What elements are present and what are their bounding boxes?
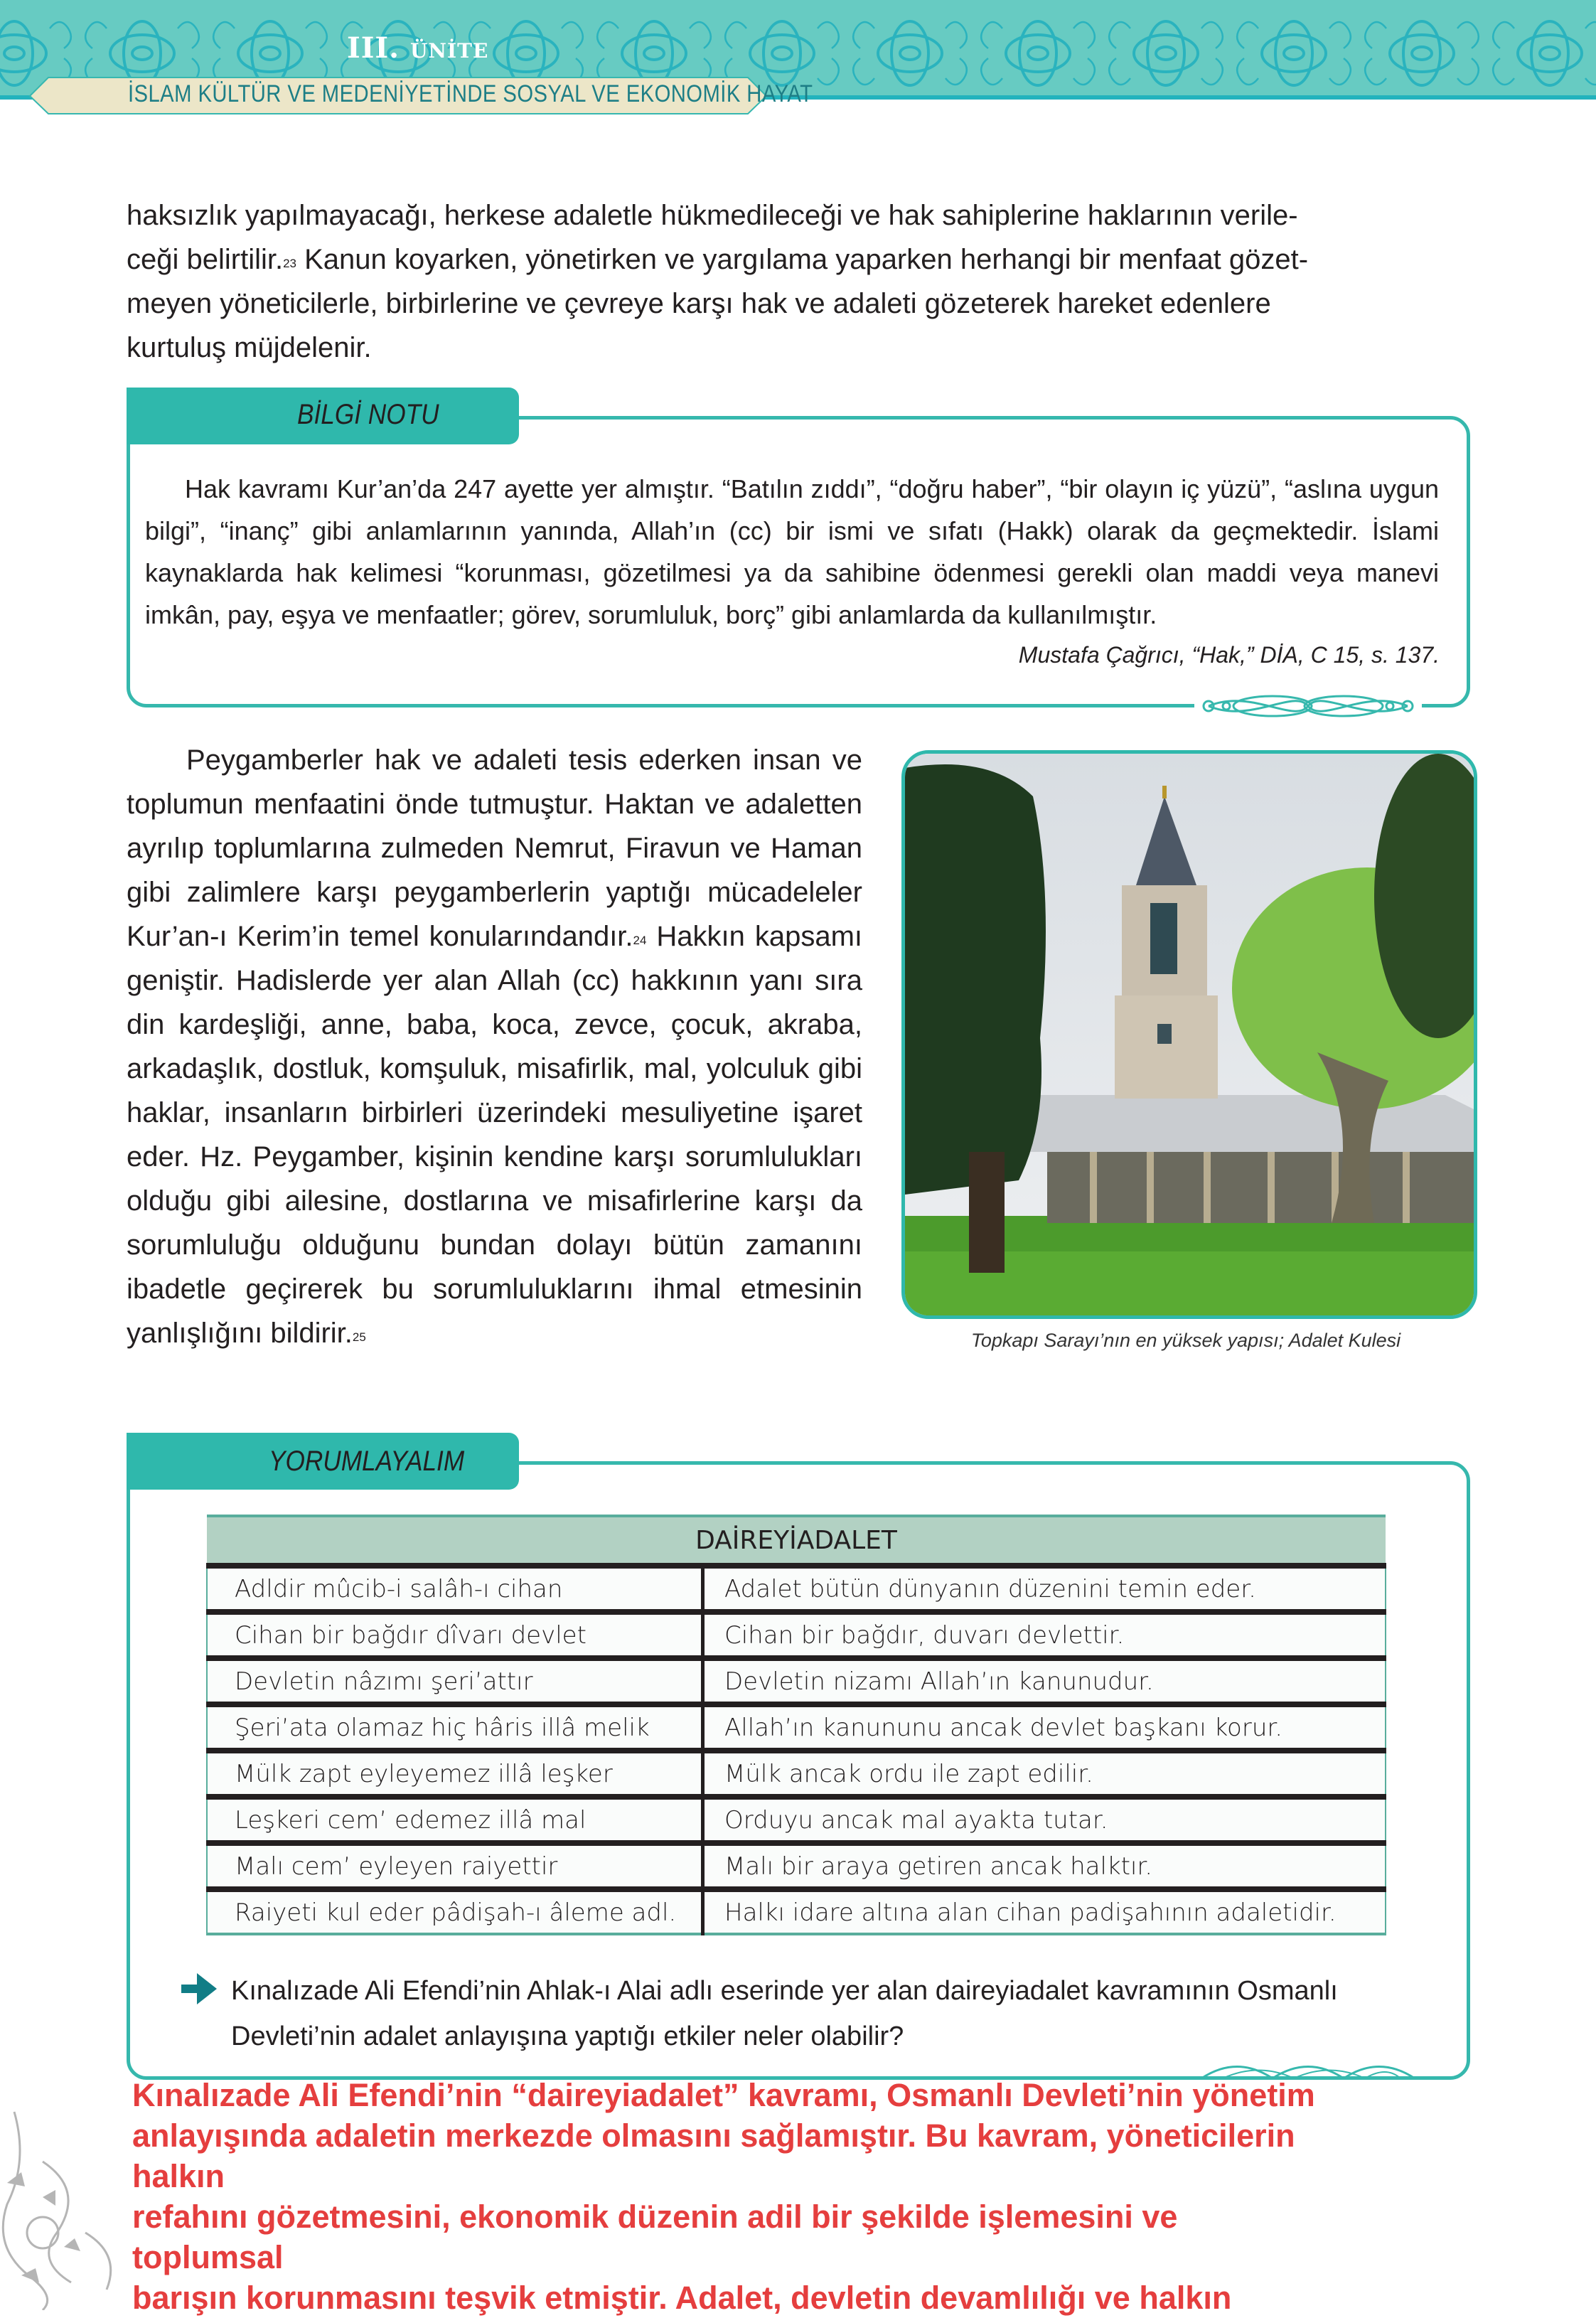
modern-translation: Devletin nizamı Allah’ın kanunudur. (703, 1658, 1386, 1704)
answer-line: Kınalızade Ali Efendi’nin “daireyiadalet” kavramı, Osmanlı Devleti’nin yönetim (132, 2077, 1315, 2113)
info-note-title: BİLGİ NOTU (297, 399, 439, 430)
adalet-kulesi-photo (901, 750, 1477, 1319)
table-row (207, 1889, 1386, 1934)
footnote-ref[interactable]: 25 (352, 1330, 366, 1344)
answer-line: refahını gözetmesini, ekonomik düzenin adil bir şekilde işlemesini ve (132, 2199, 1178, 2235)
photo-caption: Topkapı Sarayı’nın en yüksek yapısı; Adalet Kulesi (970, 1330, 1401, 1351)
answer-line: barışın korunmasını teşvik etmiştir. Adalet, devletin devamlılığı ve halkın (132, 2280, 1232, 2316)
info-note-text: Hak kavramı Kur’an’da 247 ayette yer almıştır. “Batılın zıddı”, “doğru haber”, “bir olayın iç yüzü”, “aslına uygun bilgi”, “inanç” gibi anlamlarının yanında, Allah’ın (cc) bir ismi ve sıfatı (Hakk) olarak da geçmektedir. İslami kaynaklarda hak kelimesi “korunması, gözetilmesi ya da sahibine ödenmesi gerekli olan maddi veya manevi imkân, pay, eşya ve menfaatler; görev, sorumluluk, borç” gibi anlamlarda da kullanılmıştır. (145, 474, 1439, 629)
footnote-ref[interactable]: 23 (283, 257, 296, 270)
answer-line: halkın (132, 2158, 225, 2194)
modern-translation: Malı bir araya getiren ancak halktır. (703, 1843, 1386, 1889)
info-note-tab (127, 388, 519, 444)
corner-ornament-icon (0, 2105, 128, 2310)
main-text: Peygamberler hak ve adaleti tesis ederken insan ve toplumun menfaatini önde tutmuştur. Haktan ve adaletten ayrılıp toplumlarına zulmeden Nemrut, Firavun ve Haman gibi zalimlere karşı peygamberlerin yaptığı mücadeleler Kur’an-ı Kerim’in temel konularındandır. (127, 744, 862, 952)
arrow-right-icon (181, 1973, 217, 2004)
modern-translation: Adalet bütün dünyanın düzenini temin eder. (703, 1566, 1386, 1612)
answer-overlay-text (132, 2075, 1483, 2318)
answer-line: toplumsal (132, 2239, 284, 2275)
answer-line: anlayışında adaletin merkezde olmasını sağlamıştır. Bu kavram, yöneticilerin (132, 2117, 1295, 2154)
table-row (207, 1843, 1386, 1889)
interpret-tab (127, 1433, 519, 1490)
interpret-title: YORUMLAYALIM (269, 1446, 465, 1477)
ottoman-verse: Adldir mûcib-i salâh-ı cihan (207, 1566, 703, 1612)
intro-line: meyen yöneticilerle, birbirlerine ve çevreye karşı hak ve adaleti gözeterek hareket edenlere (127, 288, 1271, 319)
table-row (207, 1566, 1386, 1612)
ottoman-verse: Raiyeti kul eder pâdişah-ı âleme adl. (207, 1889, 703, 1934)
intro-line: kurtuluş müjdelenir. (127, 332, 372, 363)
intro-line: haksızlık yapılmayacağı, herkese adaletle hükmedileceği ve hak sahiplerine haklarının verile- (127, 200, 1298, 231)
intro-text: Kanun koyarken, yönetirken ve yargılama yaparken herhangi bir menfaat gözet- (304, 244, 1309, 275)
interpret-question: Kınalızade Ali Efendi’nin Ahlak-ı Alai adlı eserinde yer alan daireyiadalet kavramının Osmanlı Devleti’nin adalet anlayışına yaptığı etkiler neler olabilir? (231, 1976, 1338, 2051)
intro-paragraph (127, 193, 1470, 370)
table-row (207, 1704, 1386, 1751)
table-row (207, 1751, 1386, 1797)
table-title: DAİREYİADALET (207, 1516, 1386, 1566)
unit-word: ÜNİTE (410, 39, 489, 63)
main-text: Hakkın kapsamı geniştir. Hadislerde yer alan Allah (cc) hakkının yanı sıra din kardeşliği, anne, baba, koca, zevce, çocuk, akraba, arkadaşlık, dostluk, komşuluk, misafirlik, mal, yolculuk gibi haklar, insanların birbirleri üzerindeki mesuliyetine işaret eder. Hz. Peygamber, kişinin kendine karşı sorumlulukları olduğu gibi ailesine, dostlarına ve misafirlerine karşı da sorumluluğu olduğunu bundan dolayı bütün zamanını ibadetle geçirerek bu sorumluluklarını ihmal etmesinin yanlışlığını bildirir. (127, 921, 862, 1349)
ottoman-verse: Mülk zapt eyleyemez illâ leşker (207, 1751, 703, 1797)
modern-translation: Halkı idare altına alan cihan padişahının adaletidir. (703, 1889, 1386, 1934)
ottoman-verse: Cihan bir bağdır dîvarı devlet (207, 1612, 703, 1658)
ottoman-verse: Şeri’ata olamaz hiç hâris illâ melik (207, 1704, 703, 1751)
daireyiadalet-table (206, 1515, 1386, 1935)
footnote-ref[interactable]: 24 (633, 934, 647, 947)
unit-number (347, 31, 488, 65)
unit-title: İSLAM KÜLTÜR VE MEDENİYETİNDE SOSYAL VE EKONOMİK HAYAT (128, 80, 813, 107)
intro-text: ceği belirtilir. (127, 244, 284, 275)
unit-roman-numeral: III. (347, 31, 400, 65)
modern-translation: Cihan bir bağdır, duvarı devlettir. (703, 1612, 1386, 1658)
modern-translation: Mülk ancak ordu ile zapt edilir. (703, 1751, 1386, 1797)
table-row (207, 1797, 1386, 1843)
ottoman-verse: Devletin nâzımı şeri’attır (207, 1658, 703, 1704)
decorative-flourish-icon (1194, 688, 1422, 724)
table-row (207, 1658, 1386, 1704)
table-row (207, 1612, 1386, 1658)
ottoman-verse: Malı cem’ eyleyen raiyettir (207, 1843, 703, 1889)
modern-translation: Allah’ın kanununu ancak devlet başkanı korur. (703, 1704, 1386, 1751)
ottoman-verse: Leşkeri cem’ edemez illâ mal (207, 1797, 703, 1843)
tower-photo-image (905, 754, 1474, 1315)
modern-translation: Orduyu ancak mal ayakta tutar. (703, 1797, 1386, 1843)
citation: Mustafa Çağrıcı, “Hak,” DİA, C 15, s. 137. (1018, 642, 1440, 668)
main-paragraph (127, 738, 862, 1355)
intro-line (127, 237, 1470, 282)
